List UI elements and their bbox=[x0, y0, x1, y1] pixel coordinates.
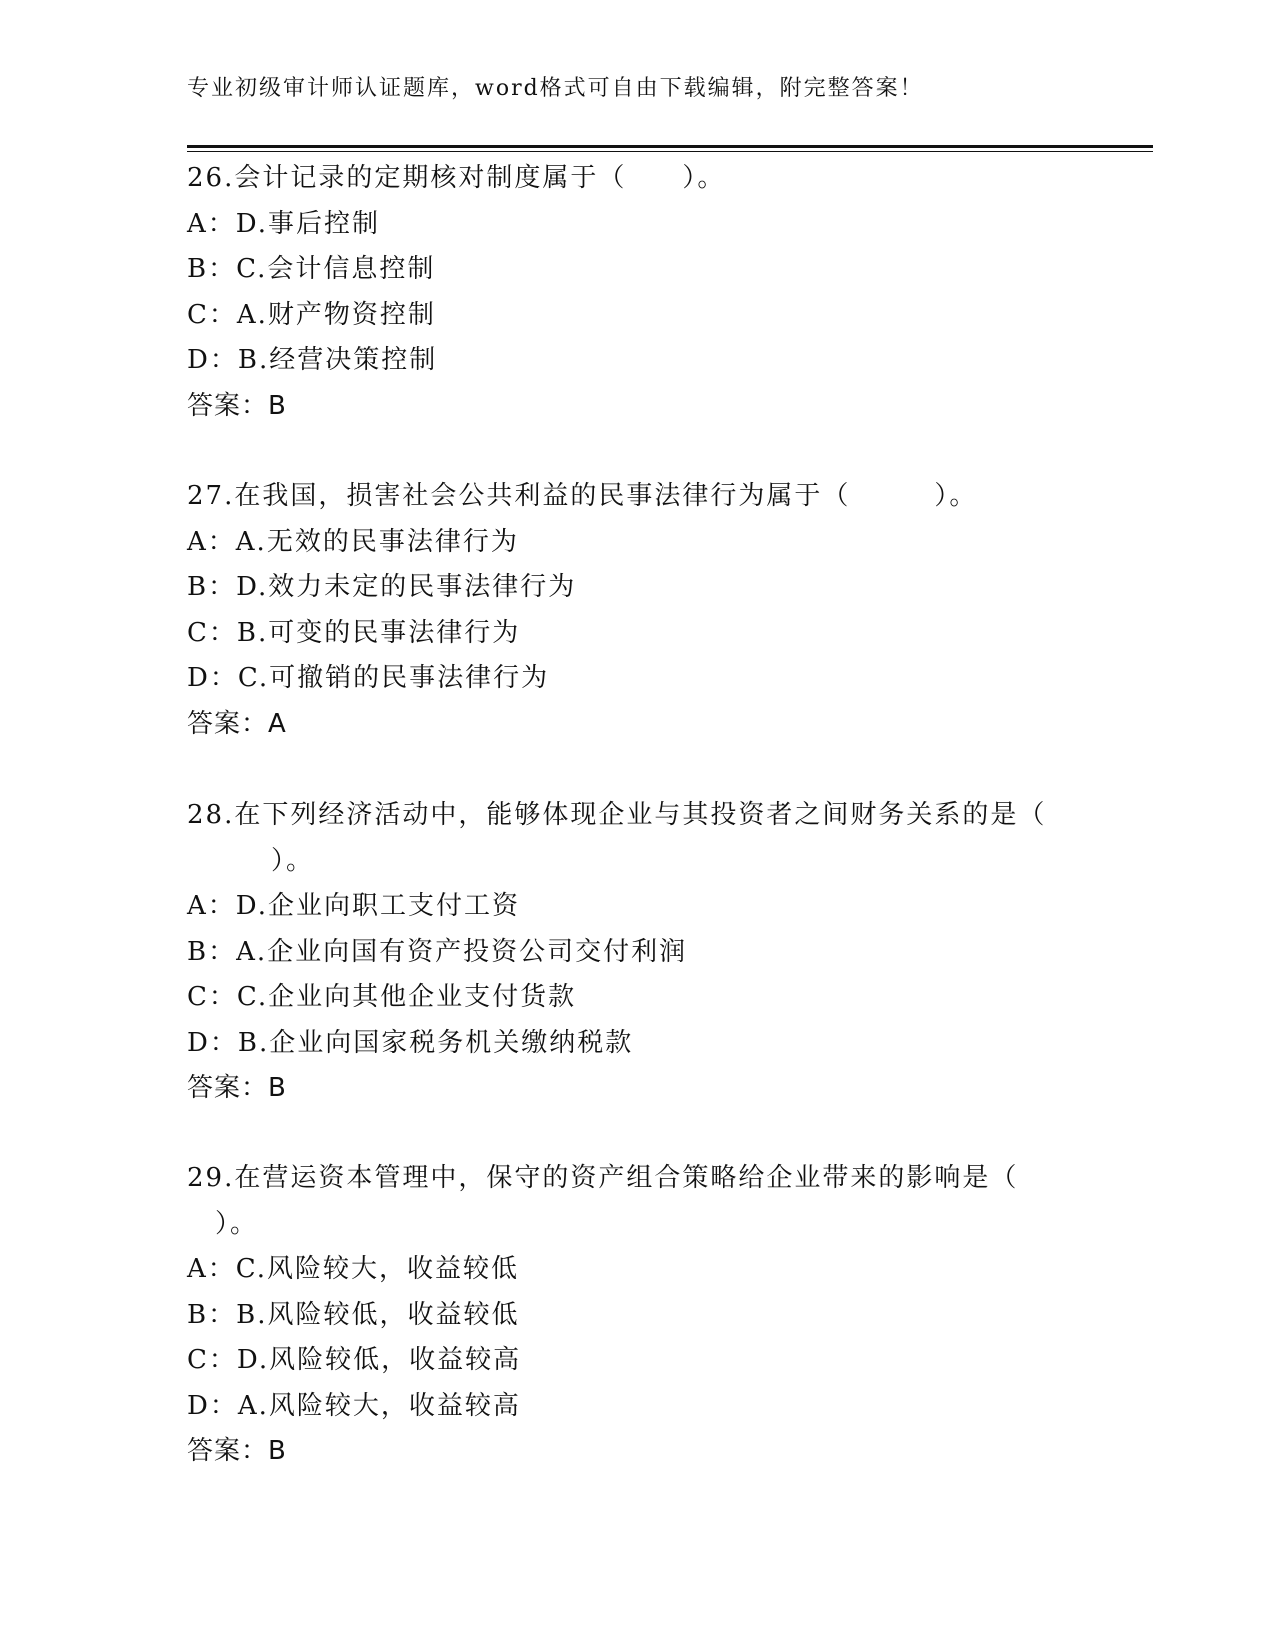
answer-line: 答案：B bbox=[187, 390, 287, 421]
question-stem-continued: ）。 bbox=[187, 1208, 259, 1239]
option-a: A：C.风险较大，收益较低 bbox=[187, 1254, 520, 1284]
question-26 bbox=[187, 156, 1087, 429]
option-b: B：C.会计信息控制 bbox=[187, 254, 436, 284]
option-c: C：A.财产物资控制 bbox=[187, 299, 436, 330]
header-rule-thin bbox=[187, 151, 1153, 152]
question-stem-continued: ）。 bbox=[187, 845, 315, 876]
option-b: B：D.效力未定的民事法律行为 bbox=[187, 572, 577, 602]
option-d: D：B.企业向国家税务机关缴纳税款 bbox=[187, 1027, 634, 1058]
question-stem: 29.在营运资本管理中，保守的资产组合策略给企业带来的影响是（ bbox=[187, 1163, 1019, 1193]
option-c: C：B.可变的民事法律行为 bbox=[187, 617, 521, 648]
option-d: D：B.经营决策控制 bbox=[187, 345, 438, 375]
question-28 bbox=[187, 793, 1087, 1112]
answer-line: 答案：B bbox=[187, 1436, 287, 1466]
header-rule-thick bbox=[187, 145, 1153, 148]
option-a: A：D.企业向职工支付工资 bbox=[187, 891, 520, 921]
option-c: C：C.企业向其他企业支付货款 bbox=[187, 982, 577, 1012]
question-stem: 27.在我国，损害社会公共利益的民事法律行为属于（ ）。 bbox=[187, 481, 978, 511]
option-d: D：A.风险较大，收益较高 bbox=[187, 1390, 521, 1421]
option-a: A：A.无效的民事法律行为 bbox=[187, 526, 519, 557]
question-29 bbox=[187, 1156, 1087, 1475]
option-c: C：D.风险较低，收益较高 bbox=[187, 1345, 522, 1375]
answer-line: 答案：A bbox=[187, 708, 287, 739]
option-b: B：B.风险较低，收益较低 bbox=[187, 1299, 520, 1330]
question-stem: 28.在下列经济活动中，能够体现企业与其投资者之间财务关系的是（ bbox=[187, 800, 1047, 830]
option-a: A：D.事后控制 bbox=[187, 208, 380, 239]
question-27 bbox=[187, 474, 1087, 747]
option-d: D：C.可撤销的民事法律行为 bbox=[187, 663, 550, 693]
page-header: 专业初级审计师认证题库，word格式可自由下载编辑，附完整答案！ bbox=[187, 76, 924, 101]
answer-line: 答案：B bbox=[187, 1073, 287, 1103]
option-b: B：A.企业向国有资产投资公司交付利润 bbox=[187, 936, 688, 967]
question-stem: 26.会计记录的定期核对制度属于（ ）。 bbox=[187, 163, 726, 193]
